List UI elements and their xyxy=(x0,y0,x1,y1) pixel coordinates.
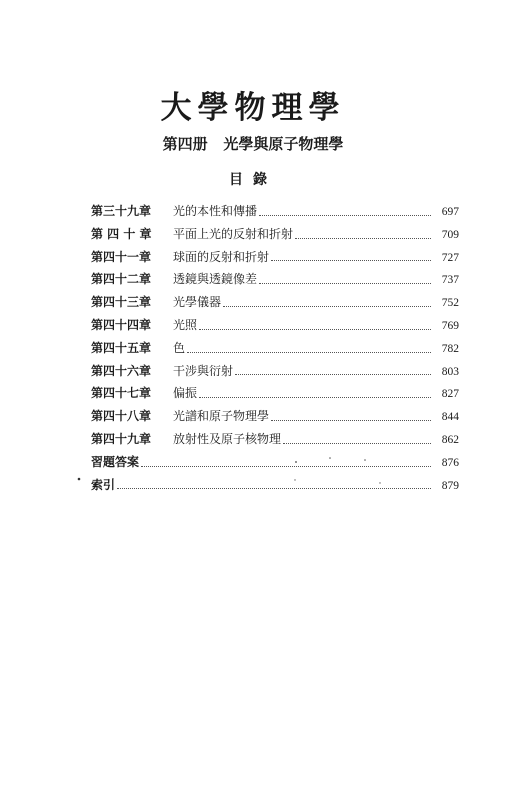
appendix-title: 習題答案 xyxy=(91,454,140,469)
chapter-title: 色 xyxy=(173,340,186,355)
chapter-title: 平面上光的反射和折射 xyxy=(173,226,294,241)
page-number: 803 xyxy=(441,365,459,378)
toc-row xyxy=(91,360,459,383)
toc-row-answers xyxy=(91,451,459,474)
toc-row xyxy=(91,405,459,428)
chapter-number: 第四十五章 xyxy=(91,340,152,355)
dot-leader xyxy=(199,389,431,398)
dot-leader xyxy=(271,412,431,421)
toc-row xyxy=(91,291,459,314)
dot-leader xyxy=(271,252,431,261)
toc-row xyxy=(91,268,459,291)
dot-leader xyxy=(283,435,431,444)
toc-row xyxy=(91,382,459,405)
table-of-contents xyxy=(91,200,459,496)
dot-leader xyxy=(259,207,431,216)
chapter-number: 第三十九章 xyxy=(91,204,152,218)
chapter-title: 偏振 xyxy=(173,386,198,401)
chapter-title: 光照 xyxy=(173,317,198,332)
dot-leader xyxy=(141,458,431,467)
chapter-title: 球面的反射和折射 xyxy=(173,249,270,264)
chapter-title: 透鏡與透鏡像差 xyxy=(173,272,258,287)
toc-row-index xyxy=(91,474,459,497)
dot-leader xyxy=(187,344,431,353)
toc-row xyxy=(91,337,459,360)
chapter-title: 光學儀器 xyxy=(173,295,222,310)
chapter-number: 第四十九章 xyxy=(91,431,152,446)
page-number: 697 xyxy=(441,206,459,218)
chapter-number: 第四十四章 xyxy=(91,317,152,332)
page-number: 782 xyxy=(441,342,459,355)
dot-leader xyxy=(223,298,431,307)
dot-leader xyxy=(117,480,431,489)
dot-leader xyxy=(199,321,431,330)
chapter-number: 第 四 十 章 xyxy=(91,226,152,241)
toc-row xyxy=(91,200,459,223)
chapter-number: 第四十七章 xyxy=(91,386,152,401)
chapter-title: 干涉與衍射 xyxy=(173,363,234,378)
page-number: 862 xyxy=(441,433,459,446)
volume-title: 第四册 光學與原子物理學 xyxy=(162,135,344,153)
toc-row xyxy=(91,314,459,337)
page-number: 709 xyxy=(441,228,459,241)
chapter-title: 放射性及原子核物理 xyxy=(173,431,282,446)
chapter-title: 光的本性和傳播 xyxy=(173,204,258,218)
page-number: 727 xyxy=(441,251,459,264)
toc-heading: 目錄 xyxy=(229,172,277,188)
toc-row xyxy=(91,428,459,451)
chapter-number: 第四十六章 xyxy=(91,363,152,378)
dot-leader xyxy=(259,275,431,284)
chapter-title: 光譜和原子物理學 xyxy=(173,409,270,424)
page-number: 769 xyxy=(441,319,459,332)
appendix-title: 索引 xyxy=(91,477,116,492)
page-number: 879 xyxy=(441,479,459,492)
dot-leader xyxy=(295,230,431,239)
chapter-number: 第四十三章 xyxy=(91,295,152,310)
toc-row xyxy=(91,223,459,246)
page-number: 876 xyxy=(441,456,459,469)
page-number: 844 xyxy=(441,411,459,424)
dot-leader xyxy=(235,366,431,375)
page-number: 752 xyxy=(441,297,459,310)
book-title: 大學物理學 xyxy=(160,90,346,126)
chapter-number: 第四十一章 xyxy=(91,249,152,264)
page-number: 827 xyxy=(441,388,459,401)
chapter-number: 第四十八章 xyxy=(91,409,152,424)
toc-row xyxy=(91,246,459,269)
chapter-number: 第四十二章 xyxy=(91,272,152,287)
page-number: 737 xyxy=(441,274,459,287)
